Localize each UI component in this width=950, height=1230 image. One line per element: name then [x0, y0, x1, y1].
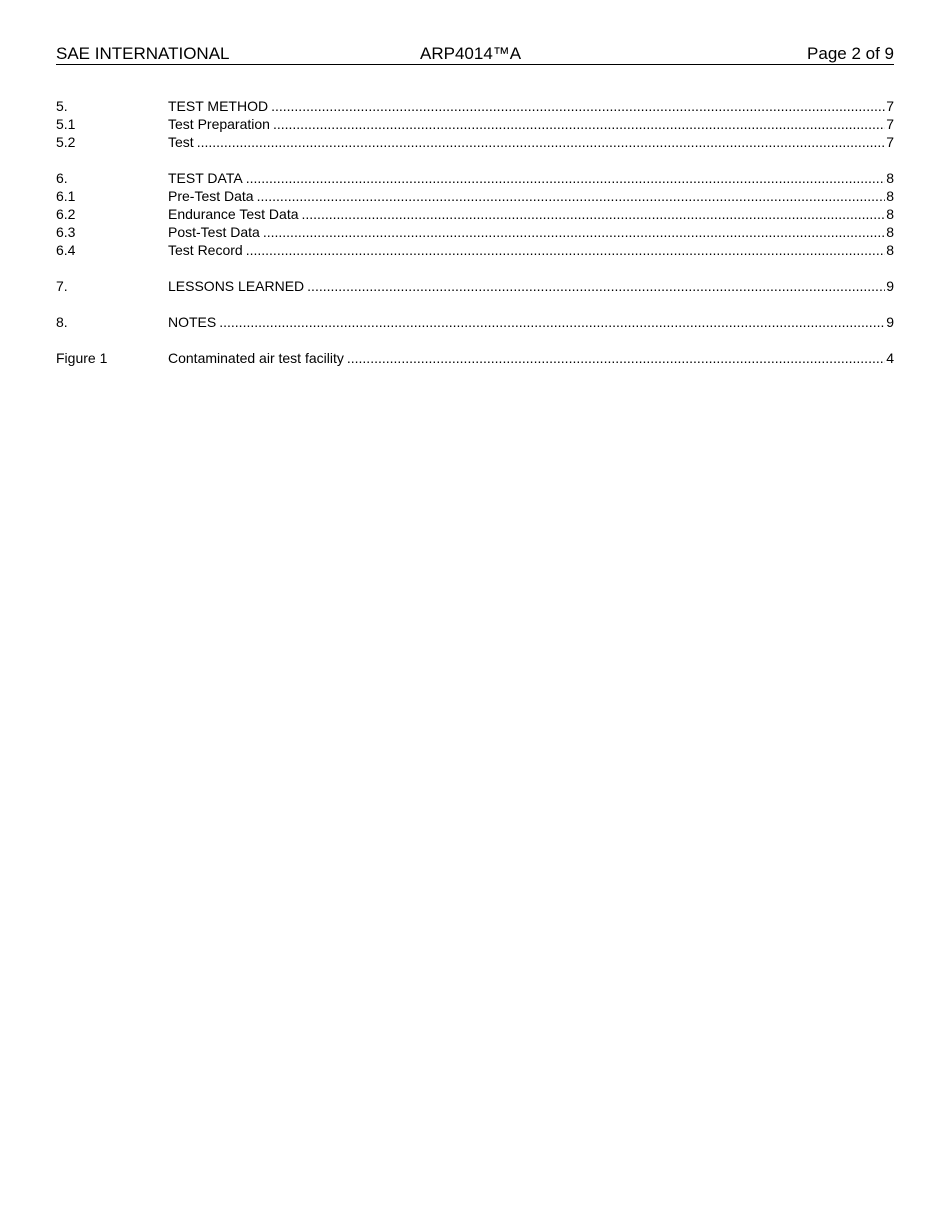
toc-dot-leader — [302, 205, 886, 223]
header-organization: SAE INTERNATIONAL — [56, 44, 230, 63]
toc-entry-number: 6. — [56, 170, 68, 186]
table-of-contents — [56, 97, 894, 385]
toc-dot-leader — [273, 115, 885, 133]
toc-entry-page: 8 — [886, 170, 894, 186]
toc-entry-page: 9 — [886, 278, 894, 294]
toc-entry-title: Pre-Test Data — [168, 188, 254, 204]
toc-entry-number: 6.2 — [56, 206, 76, 222]
toc-dot-leader — [246, 169, 886, 187]
toc-entry-page: 8 — [886, 242, 894, 258]
toc-entry-number: 5.1 — [56, 116, 76, 132]
toc-entry-page: 4 — [886, 350, 894, 366]
toc-dot-leader — [307, 277, 885, 295]
toc-entry[interactable] — [56, 169, 894, 187]
header-document-number: ARP4014™A — [420, 44, 522, 63]
toc-entry-page: 8 — [886, 224, 894, 240]
toc-entry-title: Contaminated air test facility — [168, 350, 344, 366]
toc-entry[interactable] — [56, 349, 894, 367]
toc-entry[interactable] — [56, 205, 894, 223]
toc-section-7 — [56, 277, 894, 295]
toc-entry-page: 7 — [886, 134, 894, 150]
toc-dot-leader — [219, 313, 885, 331]
toc-entry[interactable] — [56, 97, 894, 115]
page-header — [56, 44, 894, 65]
toc-entry[interactable] — [56, 223, 894, 241]
toc-section-8 — [56, 313, 894, 331]
toc-figures — [56, 349, 894, 367]
toc-entry-title: NOTES — [168, 314, 217, 330]
toc-entry[interactable] — [56, 115, 894, 133]
toc-entry[interactable] — [56, 241, 894, 259]
toc-entry-number: Figure 1 — [56, 350, 108, 366]
toc-entry-number: 5.2 — [56, 134, 76, 150]
toc-entry-title: Test Preparation — [168, 116, 270, 132]
toc-entry-title: Endurance Test Data — [168, 206, 299, 222]
toc-entry-title: TEST METHOD — [168, 98, 269, 114]
toc-dot-leader — [197, 133, 886, 151]
toc-entry-number: 5. — [56, 98, 68, 114]
toc-entry-number: 7. — [56, 278, 68, 294]
toc-section-5 — [56, 97, 894, 151]
header-page-number: Page 2 of 9 — [807, 44, 894, 63]
toc-entry-title: Post-Test Data — [168, 224, 260, 240]
toc-entry-page: 9 — [886, 314, 894, 330]
toc-entry-number: 6.4 — [56, 242, 76, 258]
toc-entry[interactable] — [56, 133, 894, 151]
toc-entry-number: 6.1 — [56, 188, 76, 204]
toc-entry-page: 8 — [886, 188, 894, 204]
toc-entry-number: 8. — [56, 314, 68, 330]
toc-entry-title: LESSONS LEARNED — [168, 278, 305, 294]
toc-entry[interactable] — [56, 277, 894, 295]
toc-dot-leader — [347, 349, 885, 367]
toc-section-6 — [56, 169, 894, 259]
toc-dot-leader — [263, 223, 885, 241]
toc-dot-leader — [271, 97, 885, 115]
toc-entry[interactable] — [56, 187, 894, 205]
toc-entry[interactable] — [56, 313, 894, 331]
toc-entry-title: TEST DATA — [168, 170, 243, 186]
toc-entry-title: Test Record — [168, 242, 243, 258]
toc-dot-leader — [246, 241, 886, 259]
toc-entry-title: Test — [168, 134, 194, 150]
toc-entry-page: 7 — [886, 98, 894, 114]
toc-entry-number: 6.3 — [56, 224, 76, 240]
toc-dot-leader — [257, 187, 886, 205]
toc-entry-page: 8 — [886, 206, 894, 222]
toc-entry-page: 7 — [886, 116, 894, 132]
